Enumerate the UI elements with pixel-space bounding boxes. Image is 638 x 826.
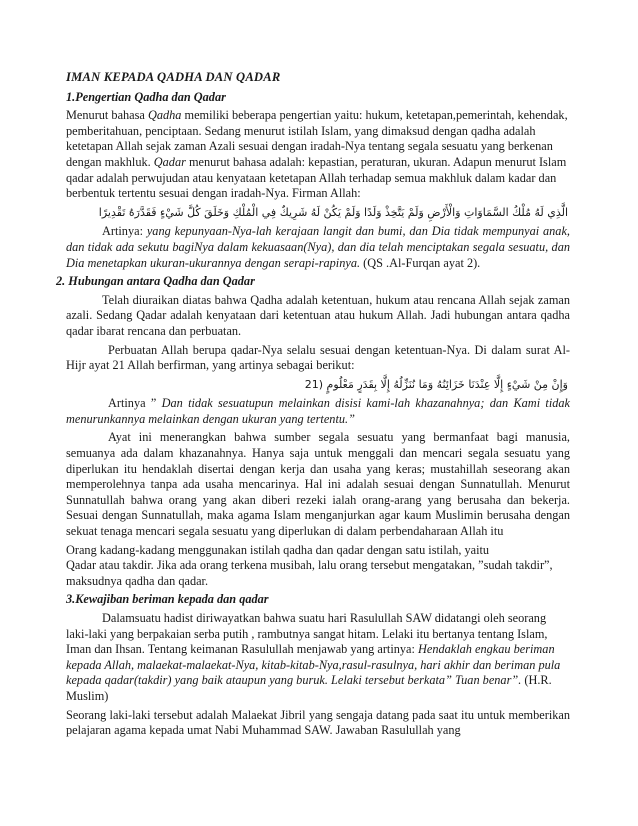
section-2-heading: 2. Hubungan antara Qadha dan Qadar [56,274,255,289]
verse-reference: (QS .Al-Furqan ayat 2). [360,255,481,270]
translation-text: yang kepunyaan-Nya-lah kerajaan langit dan bumi, dan Dia tidak mempunyai anak, dan tidak ada sekutu bagiNya dalam kekuasaan(Nya), dan dia telah menciptakan segala sesuatu, dan Dia menetapkan ukuran-ukurannya dengan serapi-rapinya. [66,224,570,270]
section-2-paragraph-3: Ayat ini menerangkan bahwa sumber segala sesuatu yang bermanfaat bagi manusia, semuanya ada dalam khazanahnya. Hanya saja untuk menggali dan mencari segala sesuatu yang diperlukan itu hendaklah disertai dengan kerja dan usaha yang keras; mustahillah seseorang akan memperolehnya tanpa ada usaha mencarinya. Hal ini adalah sesuai dengan Sunnatullah. Menurut Sunnatullah bahwa orang yang akan diberi rezeki ialah orang-arang yang berusaha dan bekerja. Sesuai dengan Sunnatullah, maka agama Islam menganjurkan agar kaum Muslimin berusaha dengan sekuat tenaga mencari segala sesuatu yang diperlukan di dalam perbendaharaan Allah itu [66,430,570,539]
section-1-paragraph-definition [66,108,570,202]
term-qadar: Qadar [153,154,186,169]
arabic-verse-al-furqan: الَّذِي لَهُ مُلْكُ السَّمَاوَاتِ وَالْأَرْضِ وَلَمْ يَتَّخِذْ وَلَدًا وَلَمْ يَكُنْ لَهُ شَرِيكٌ فِي الْمُلْكِ وَخَلَقَ كُلَّ شَيْءٍ فَقَدَّرَهُ تَقْدِيرًا [98,205,568,219]
section-1-heading: 1.Pengertian Qadha dan Qadar [66,89,226,104]
hadith-reference: (H.R. Muslim) [66,673,552,703]
hadith-quote: Hendaklah engkau beriman kepada Allah, malaekat-malaekat-Nya, kitab-kitab-Nya,rasul-rasulnya, hari akhir dan beriman pula kepada qadar(takdir) yang baik ataupun yang buruk. Lelaki tersebut berkata” Tuan benar”. [66,642,561,688]
arabic-verse-al-hijr: وَإِنْ مِنْ شَيْءٍ إِلَّا عِنْدَنَا خَزَائِنُهُ وَمَا نُنَزِّلُهُ إِلَّا بِقَدَرٍ مَعْلُومٍ (21 [304,377,568,391]
translation-label: Artinya: [102,224,147,239]
text-run: memiliki beberapa pengertian yaitu: hukum, ketetapan,pemerintah, kehendak, pemberitahuan, penciptaan. Sedang menurut istilah Islam, yang dimaksud dengan qadha adalah ketetapan Allah sejak zaman Azali sesuai dengan iradah-Nya tentang segala sesuatu yang berkenan dengan makhluk. [66,108,568,169]
section-2-paragraph-2: Perbuatan Allah berupa qadar-Nya selalu sesuai dengan ketentuan-Nya. Di dalam surat Al-Hijr ayat 21 Allah berfirman, yang artinya sebagai berikut: [66,342,570,373]
text-run: Dalamsuatu hadist diriwayatkan bahwa suatu hari Rasulullah SAW didatangi oleh seorang laki-laki yang berpakaian serba putih , rambutnya sangat hitam. Lelaki itu bertanya tentang Islam, Iman dan Ihsan. Tentang keimanan Rasulullah menjawab yang artinya: [66,611,548,657]
section-3-paragraph-1 [66,611,570,705]
section-2-paragraph-1: Telah diuraikan diatas bahwa Qadha adalah ketentuan, hukum atau rencana Allah sejak zaman azali. Sedang Qadar adalah kenyataan dari ketentuan atau hukum Allah. Jadi hubungan antara qadha qadar ibarat rencana dan perbuatan. [66,292,570,338]
text-run: menurut bahasa adalah: kepastian, peraturan, ukuran. Adapun menurut Islam qadar adalah perwujudan atau kenyataan ketetapan Allah terhadap semua makhluk dalam kadar dan berbentuk tertentu sesuai dengan iradah-Nya. Firman Allah: [66,154,567,201]
translation-al-hijr [66,396,570,427]
text-run: Menurut bahasa [66,108,148,123]
section-2-paragraph-5: Qadar atau takdir. Jika ada orang terkena musibah, lalu orang tersebut mengatakan, ”sudah takdir”, maksudnya qadha dan qadar. [66,558,553,588]
section-2-paragraph-4: Orang kadang-kadang menggunakan istilah qadha dan qadar dengan satu istilah, yaitu [66,542,490,557]
translation-label: Artinya ” [108,396,162,411]
document-title: IMAN KEPADA QADHA DAN QADAR [66,70,281,84]
translation-al-furqan [66,224,570,271]
section-3-heading: 3.Kewajiban beriman kepada dan qadar [66,592,269,607]
translation-text: Dan tidak sesuatupun melainkan disisi kami-lah khazanahnya; dan Kami tidak menurunkannya melainkan dengan ukuran yang tertentu.” [66,396,570,426]
term-qadha: Qadha [147,108,182,123]
section-3-paragraph-2: Seorang laki-laki tersebut adalah Malaekat Jibril yang sengaja datang pada saat itu untuk memberikan pelajaran agama kepada umat Nabi Muhammad SAW. Jawaban Rasulullah yang [66,707,570,738]
